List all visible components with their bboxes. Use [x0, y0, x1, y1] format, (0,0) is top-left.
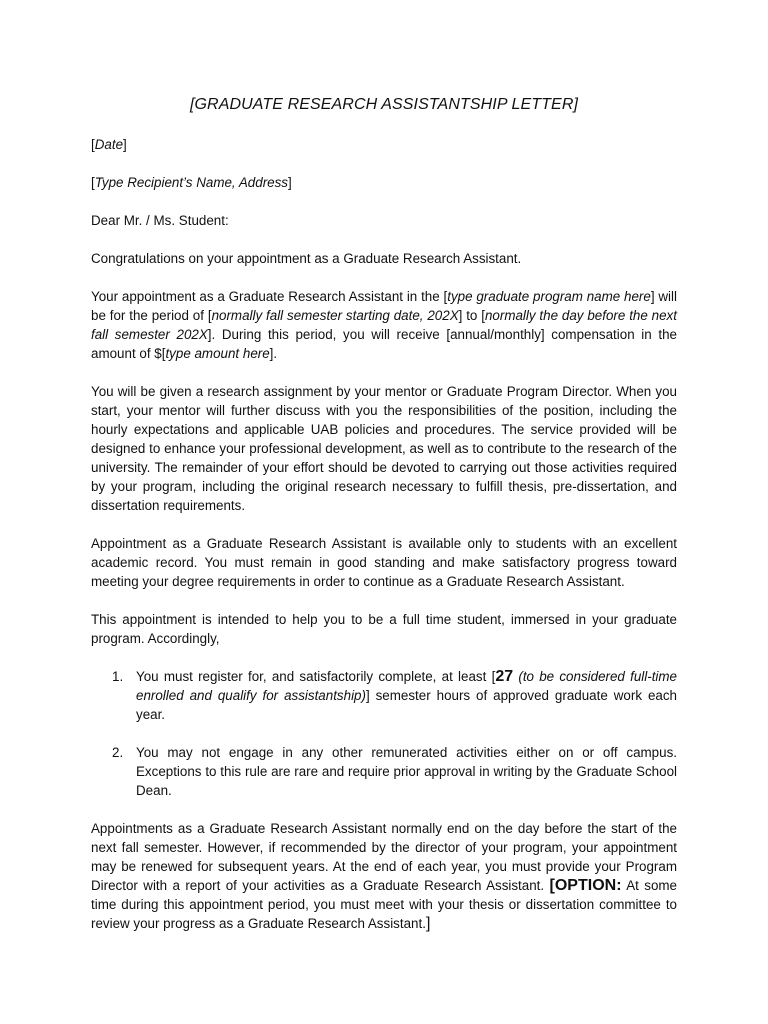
list-number: 2. — [112, 745, 124, 760]
appointment-text-2: ] will be for the period of [ — [91, 289, 677, 323]
list-item-text-2: ] semester hours of approved graduate work each year. — [136, 688, 677, 722]
full-time-paragraph: This appointment is intended to help you to be a full time student, immersed in your graduate program. Accordingly, — [91, 612, 677, 646]
requirements-list — [91, 667, 677, 800]
option-close-bracket: ] — [425, 915, 431, 932]
credit-hours-note: (to be considered full-time enrolled and qualify for assistantship) — [136, 669, 677, 703]
credit-hours-value: 27 — [495, 668, 514, 685]
research-assignment-paragraph: You will be given a research assignment by your mentor or Graduate Program Director. When you start, your mentor will further discuss with you the responsibilities of the position, including the hourly expectations and applicable UAB policies and procedures. The service provided will be designed to enhance your professional development, as well as to contribute to the research of the university. The remainder of your effort should be devoted to carrying out those activities required by your program, including the original research necessary to fulfill thesis, pre-dissertation, and dissertation requirements. — [91, 384, 677, 513]
appointment-text-1: Your appointment as a Graduate Research Assistant in the [ — [91, 289, 448, 304]
letter-body — [91, 94, 677, 952]
program-placeholder: type graduate program name here — [447, 289, 651, 304]
recipient-close-bracket: ] — [288, 175, 292, 190]
date-line — [91, 135, 677, 154]
appointment-paragraph — [91, 287, 677, 363]
option-label: [OPTION: — [549, 877, 622, 894]
date-placeholder: Date — [94, 137, 124, 152]
option-text: At some time during this appointment period, you must meet with your thesis or dissertation committee to review your progress as a Graduate Research Assistant. — [91, 878, 677, 931]
list-item-text: You may not engage in any other remunerated activities either on or off campus. Exceptions to this rule are rare and require prior approval in writing by the Graduate School Dean. — [136, 745, 677, 798]
end-date-placeholder: normally the day before the next fall semester 202X — [91, 308, 677, 342]
salutation: Dear Mr. / Ms. Student: — [91, 213, 229, 228]
list-item — [91, 743, 677, 800]
list-item-text-1: You must register for, and satisfactorily complete, at least [ — [136, 669, 496, 684]
document-title: [GRADUATE RESEARCH ASSISTANTSHIP LETTER] — [189, 96, 579, 113]
renewal-text: Appointments as a Graduate Research Assistant normally end on the day before the start of the next fall semester. However, if recommended by the director of your program, your appointment may be renewed for subsequent years. At the end of each year, you must provide your Program Director with a report of your activities as a Graduate Research Assistant. — [91, 821, 677, 893]
list-number: 1. — [112, 669, 124, 684]
appointment-text-5: ]. — [269, 346, 278, 361]
start-date-placeholder: normally fall semester starting date, 202X — [211, 308, 459, 323]
recipient-line — [91, 173, 677, 192]
recipient-placeholder: Type Recipient’s Name, Address — [94, 175, 288, 190]
amount-placeholder: type amount here — [165, 346, 270, 361]
date-open-bracket: [ — [91, 137, 95, 152]
appointment-text-4: ]. During this period, you will receive [annual/monthly] compensation in the amount of $[ — [91, 327, 677, 361]
renewal-paragraph — [91, 819, 677, 933]
congratulations-paragraph: Congratulations on your appointment as a Graduate Research Assistant. — [91, 251, 522, 266]
date-close-bracket: ] — [123, 137, 127, 152]
recipient-open-bracket: [ — [91, 175, 95, 190]
list-item — [91, 667, 677, 724]
standing-paragraph: Appointment as a Graduate Research Assistant is available only to students with an excellent academic record. You must remain in good standing and make satisfactory progress toward meeting your degree requirements in order to continue as a Graduate Research Assistant. — [91, 536, 677, 589]
appointment-text-3: ] to [ — [458, 308, 485, 323]
